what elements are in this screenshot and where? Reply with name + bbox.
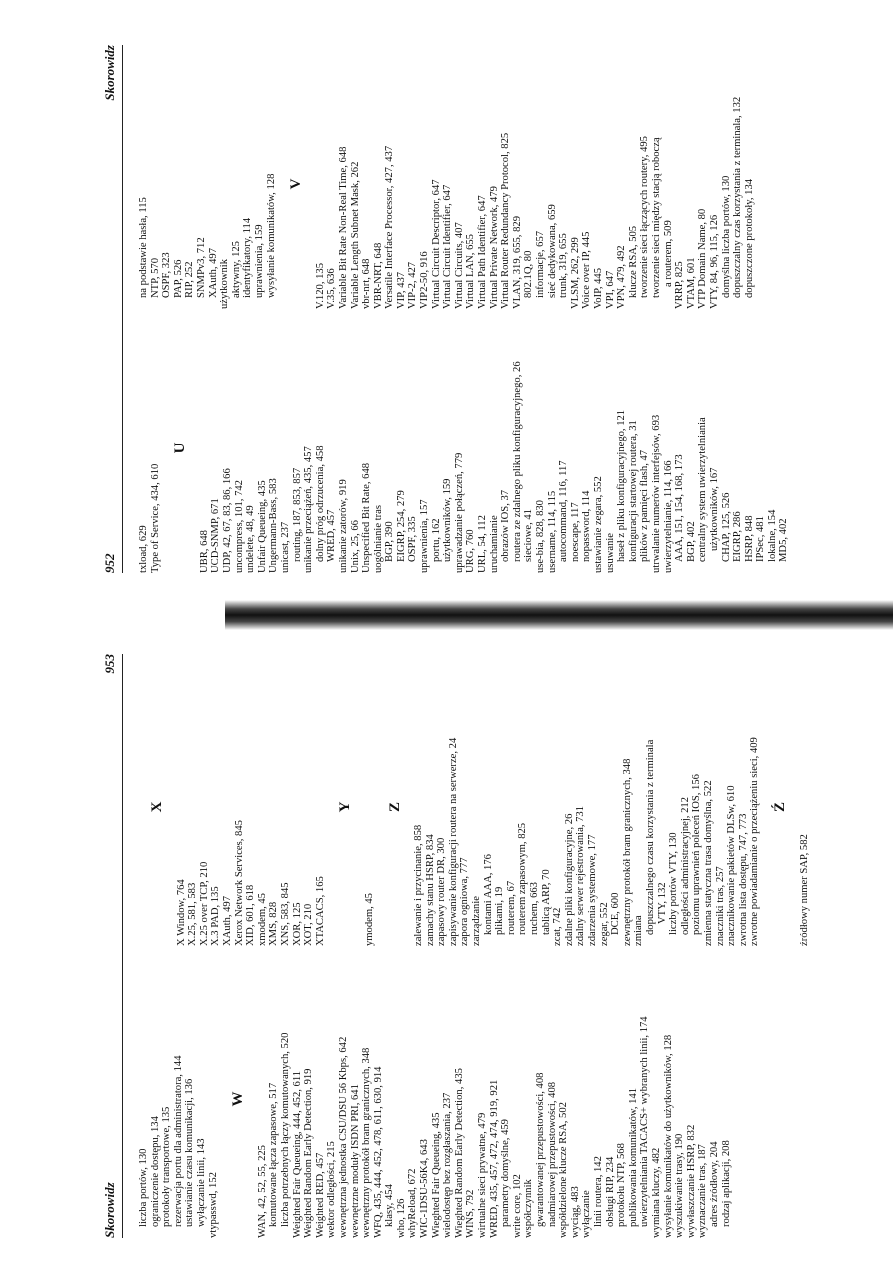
index-subentry: sieć dedykowana, 659	[546, 204, 558, 298]
index-subentry: tablicą ARP, 70	[540, 869, 552, 935]
index-entry: wirtualne sieci prywatne, 479	[477, 1112, 489, 1238]
index-entry: wyłączanie	[581, 1190, 593, 1238]
index-subentry: parametry domyślne, 459	[500, 1119, 512, 1227]
index-entry: zapisywanie konfiguracji routera na serwerze, 24	[447, 737, 459, 946]
index-entry: uwierzytelnianie, 114, 166	[662, 460, 674, 573]
page-953	[60, 632, 890, 1252]
index-entry: wyszukiwanie trasy, 190	[674, 1133, 686, 1238]
index-entry: unicast, 237	[279, 521, 291, 573]
index-entry: unikanie zatorów, 919	[337, 479, 349, 573]
index-entry: uprawadzanie połączeń, 779	[453, 452, 465, 573]
index-entry: V.35, 636	[326, 268, 338, 309]
index-entry: użytkownik	[219, 258, 231, 309]
index-entry: username, 114, 115	[546, 490, 558, 573]
index-subentry: publikowania komunikatów, 141	[627, 1087, 639, 1227]
index-entry: zapora ogniowa, 777	[459, 857, 471, 946]
index-entry: Virtual Circuit Descriptor, 647	[430, 179, 442, 309]
index-subentry: lokalne, 154	[766, 509, 778, 562]
index-columns	[138, 654, 890, 1238]
index-subentry: użytkowników, 167	[708, 467, 720, 551]
index-subentry: plików z pamięci flash, 47	[639, 449, 651, 562]
index-subentry: MD5, 402	[778, 518, 790, 562]
index-entry: zmiana	[633, 915, 645, 946]
section-letter: U	[172, 442, 189, 454]
index-column-left	[138, 946, 890, 1238]
index-entry: VIP2-50, 916	[419, 251, 431, 309]
index-entry: Virtual LAN, 655	[465, 234, 477, 309]
index-subentry: BGP, 402	[685, 521, 697, 562]
index-columns	[138, 45, 890, 573]
index-entry: wywłaszczanie HSRP, 832	[685, 1124, 697, 1238]
index-entry: Wieghted Fair Queueing, 435	[430, 1112, 442, 1238]
index-entry: XOT, 210	[303, 903, 315, 946]
index-entry: who, 126	[395, 1198, 407, 1238]
index-entry: Virtual Circuit Identifier, 647	[442, 184, 454, 309]
index-subentry: DCE, 600	[610, 892, 622, 935]
index-subentry: dopuszczalny czas korzystania z terminala, 132	[732, 96, 744, 298]
running-head: Skorowidz	[102, 45, 117, 101]
page-952-rotated	[60, 35, 890, 595]
index-entry: XMS, 828	[268, 901, 280, 946]
index-subentry: EIGRP, 286	[732, 511, 744, 562]
index-entry: wewnętrzna jednostka CSU/DSU 56 Kbps, 642	[337, 1036, 349, 1238]
index-subentry: a routerem, 509	[662, 220, 674, 287]
index-entry: zewnętrzny protokół bram granicznych, 348	[621, 758, 633, 946]
index-subentry: portu, 162	[430, 518, 442, 562]
index-entry: ustawianie zegara, 552	[592, 476, 604, 573]
index-subentry: dopuszczalnego czasu korzystania z terminala	[644, 739, 656, 935]
index-entry: wyznaczanie tras, 187	[697, 1144, 709, 1238]
index-subentry: liczba portów, 130	[138, 1148, 149, 1227]
page-number: 952	[102, 553, 117, 573]
index-entry: Versatile Interface Processor, 427, 437	[384, 145, 396, 309]
index-entry: Virtual Path Identifier, 647	[477, 195, 489, 309]
page-number: 953	[102, 654, 117, 674]
index-entry: wewnętrzne moduły ISDN PRI, 641	[349, 1084, 361, 1238]
index-subentry: CHAP, 125, 526	[720, 492, 732, 562]
index-subentry: XAuth, 497	[207, 247, 219, 298]
index-entry: zegar, 552	[598, 902, 610, 946]
index-entry: unikanie przeciążeń, 435, 457	[303, 446, 315, 573]
index-subentry: sieciowe, 41	[523, 509, 535, 562]
index-subentry: na podstawie hasła, 115	[138, 197, 149, 298]
header-rule	[122, 45, 123, 573]
index-subentry: EIGRP, 254, 279	[395, 490, 407, 562]
index-entry: use-bia, 828, 830	[535, 500, 546, 573]
index-entry: Ungermann-Bass, 583	[268, 478, 280, 573]
index-subentry: gwarantowanej przepustowości, 408	[535, 1072, 546, 1227]
index-entry: Variable Bit Rate Non-Real Time, 648	[337, 146, 349, 309]
index-subentry: 802.1Q, 80	[523, 250, 535, 298]
index-entry: zmienna statyczna trasa domyślna, 522	[702, 780, 714, 946]
index-entry: Weighted RED, 457	[314, 1152, 326, 1238]
index-subentry: ruchem, 663	[529, 882, 541, 935]
index-entry: wewnętrzny protokół bram granicznych, 348	[361, 1047, 373, 1238]
index-column-left	[138, 309, 890, 573]
index-entry: zdarzenia systemowe, 177	[587, 834, 598, 946]
index-entry: zcat, 742	[552, 907, 564, 946]
index-subentry: rodzaj aplikacji, 208	[720, 1140, 732, 1227]
index-subentry: centralny system uwierzytelniania	[697, 417, 709, 562]
index-subentry: konfiguracji startowej routera, 31	[627, 420, 639, 562]
index-subentry: adres źródłowy, 204	[708, 1141, 720, 1227]
index-subentry: liczby portów VTY, 130	[668, 832, 680, 935]
index-subentry: noescape, 117	[569, 502, 581, 562]
index-subentry: IPSec, 481	[755, 516, 767, 562]
index-subentry: routerem, 67	[505, 880, 517, 935]
index-subentry: kontami AAA, 176	[482, 854, 494, 935]
index-subentry: poziomu uprawnień poleceń IOS, 156	[691, 774, 703, 935]
index-entry: Unfair Queueing, 435	[256, 480, 268, 573]
index-entry: vtypasswd, 152	[207, 1172, 219, 1238]
index-entry: XID, 601, 618	[245, 884, 257, 946]
index-entry: VLAN, 319, 655, 829	[511, 216, 523, 309]
index-entry: VLSM, 262, 299	[569, 237, 581, 309]
index-subentry: trunk, 319, 655	[558, 233, 570, 298]
index-entry: wymiana kluczy, 482	[650, 1147, 662, 1238]
index-entry: źródłowy numer SAP, 582	[798, 834, 810, 946]
index-entry: uprawnienia, 157	[419, 499, 431, 573]
index-column-right	[138, 654, 890, 946]
index-entry: Weighted Random Early Detection, 919	[303, 1068, 315, 1238]
index-entry: zamachy stanu HSRP, 834	[424, 834, 436, 946]
index-subentry: routera ze zdalnego pliku konfiguracyjnego, 26	[511, 361, 523, 562]
index-subentry: protokoły transportowe, 135	[161, 1106, 173, 1227]
index-entry: txload, 629	[138, 525, 149, 573]
index-subentry: wysyłanie komunikatów, 128	[265, 173, 277, 298]
index-entry: XOR, 125	[291, 902, 303, 946]
index-entry: znacznikowanie pakietów DLSw, 610	[726, 785, 738, 946]
index-entry: Voice over IP, 445	[581, 231, 593, 309]
index-entry: WINS, 792	[465, 1189, 477, 1238]
index-entry: V.120, 135	[314, 262, 326, 309]
index-entry: Virtual Router Redundancy Protocol, 825	[500, 132, 512, 309]
section-letter: V	[288, 178, 305, 190]
index-entry: VTY, 84, 96, 115, 126	[708, 214, 720, 309]
index-entry: WAN, 42, 52, 55, 225	[256, 1145, 268, 1238]
index-entry: VTP Domain Name, 80	[697, 208, 709, 309]
index-subentry: informacje, 657	[535, 230, 546, 298]
index-entry: URL, 54, 112	[477, 515, 489, 573]
index-subentry: dolny próg odrzucenia, 458	[314, 445, 326, 562]
index-subentry: RIP, 252	[184, 261, 196, 298]
index-entry: Unspecified Bit Rate, 648	[361, 462, 373, 573]
index-subentry: autocommand, 116, 117	[558, 460, 570, 562]
index-entry: zwrotne powiadamianie o przeciążeniu sieci, 409	[749, 737, 761, 946]
index-entry: Weighted Fair Queueing, 444, 452, 611	[291, 1070, 303, 1238]
section-letter: Z	[386, 802, 403, 813]
index-subentry: routing, 187, 853, 857	[291, 467, 303, 562]
index-subentry: rezerwacja portu dla administratora, 144	[172, 1055, 184, 1227]
index-entry: Xerox Network Services, 845	[233, 820, 245, 946]
index-entry: wielodostęp bez rozgłaszania, 237	[442, 1092, 454, 1238]
index-subentry: dopuszczone protokoły, 134	[743, 178, 755, 298]
index-entry: xmodem, 45	[256, 893, 268, 946]
index-subentry: OSPF, 323	[161, 252, 173, 298]
index-entry: UCD-SNMP, 671	[210, 498, 222, 573]
index-entry: VRRP, 825	[674, 261, 686, 309]
index-subentry: routerem zapasowym, 825	[517, 822, 529, 935]
index-subentry: klucze RSA, 505	[627, 225, 639, 298]
index-entry: undelete, 48, 49	[245, 505, 257, 573]
index-subentry: uprawnienia, 159	[253, 224, 265, 298]
index-subentry: haseł z pliku konfiguracyjnego, 121	[616, 409, 628, 562]
index-subentry: HSRP, 848	[743, 515, 755, 562]
index-entry: wektor odległości, 215	[326, 1141, 338, 1238]
index-entry: zarządzanie	[471, 896, 483, 946]
index-entry: usuwanie	[604, 532, 616, 573]
running-head: Skorowidz	[102, 1182, 117, 1238]
index-subentry: obrazów IOS, 37	[500, 489, 512, 562]
index-subentry: nadmiarowej przepustowości, 408	[546, 1081, 558, 1227]
index-entry: VBR-NRT, 648	[372, 242, 384, 309]
index-subentry: PAP, 526	[172, 259, 184, 298]
index-entry: WIC-1DSU-56K4, 643	[419, 1139, 431, 1238]
index-subentry: domyślna liczba portów, 130	[720, 175, 732, 298]
index-entry: utrwalanie numerów interfejsów, 693	[650, 414, 662, 573]
index-entry: VIP, 437	[395, 271, 407, 309]
index-subentry: komutowane łącza zapasowe, 517	[268, 1082, 280, 1227]
index-subentry: ograniczenie dostępu, 134	[149, 1116, 161, 1227]
index-subentry: protokołu NTP, 568	[616, 1143, 628, 1227]
index-subentry: tworzenie sieci łączących routery, 495	[639, 136, 651, 298]
index-subentry: aktywny, 125	[230, 241, 242, 298]
index-entry: zapasowy router DR, 300	[436, 837, 448, 946]
index-subentry: SNMPv3, 712	[195, 237, 207, 298]
index-entry: zwrotna lista dostępu, 747, 773	[737, 813, 749, 946]
index-entry: X.3 PAD, 135	[210, 886, 222, 946]
index-subentry: wyłączanie linii, 143	[195, 1138, 207, 1227]
index-entry: Type of Service, 434, 610	[149, 463, 161, 573]
index-entry: X.25, 581, 583	[187, 882, 199, 946]
index-subentry: BGP, 390	[384, 521, 396, 562]
index-entry: WFQ, 435, 444, 452, 478, 611, 630, 914	[372, 1066, 384, 1238]
index-entry: ymodem, 45	[363, 893, 375, 946]
index-entry: X Window, 764	[175, 879, 187, 946]
index-entry: Virtual Circuits, 407	[453, 222, 465, 309]
index-entry: Unix, 25, 66	[349, 520, 361, 573]
index-entry: Variable Length Subnet Mask, 262	[349, 161, 361, 309]
index-entry: VPN, 479, 492	[616, 245, 628, 309]
index-subentry: odległości administracyjnej, 212	[679, 797, 691, 935]
index-subentry: obsługi RIP, 234	[604, 1156, 616, 1227]
index-entry: zdalne pliki konfiguracyjne, 26	[563, 813, 575, 946]
index-entry: whyReload, 672	[407, 1168, 419, 1238]
running-header	[102, 654, 118, 1238]
index-entry: wyciąg, 483	[569, 1186, 581, 1238]
index-entry: UBR, 648	[198, 530, 210, 573]
index-subentry: tworzenie sieci między stacją roboczą	[650, 137, 662, 298]
page-fold-shadow	[225, 600, 893, 630]
index-entry: uncompress, 101, 742	[233, 480, 245, 573]
index-entry: UDP, 42, 67, 83, 86, 166	[221, 468, 233, 573]
index-subentry: uwierzytelniania TACACS+ wybranych linii, 174	[639, 1016, 651, 1227]
index-subentry: OSPF, 335	[407, 516, 419, 562]
index-entry: Virtual Private Network, 479	[488, 186, 500, 309]
index-entry: VIP-2, 427	[407, 261, 419, 309]
index-column-right	[138, 45, 890, 309]
index-entry: współdzielone klucze RSA, 502	[558, 1102, 570, 1238]
index-entry: zalewanie i przycinanie, 858	[413, 824, 425, 946]
index-entry: WRED, 435, 457, 472, 474, 919, 921	[488, 1079, 500, 1238]
index-entry: VoIP, 445	[592, 267, 604, 309]
index-entry: vbr-nrt, 648	[361, 258, 373, 309]
index-entry: XNS, 583, 845	[279, 882, 291, 946]
index-subentry: liczba potrzebnych łączy komutowanych, 520	[279, 1032, 291, 1227]
index-subentry: ustawianie czasu komunikacji, 136	[184, 1078, 196, 1227]
running-header	[102, 45, 118, 573]
section-letter: X	[149, 801, 165, 813]
index-entry: VTAM, 601	[685, 257, 697, 309]
index-entry: Wieghted Random Early Detection, 435	[453, 1068, 465, 1238]
index-subentry: użytkowników, 159	[442, 478, 454, 562]
section-letter: Ź	[771, 802, 788, 813]
index-subentry: NTP, 570	[149, 257, 161, 298]
index-subentry: plikami, 19	[494, 886, 506, 935]
index-subentry: nopassword, 114	[581, 490, 593, 562]
index-subentry: identyfikatory, 114	[242, 217, 254, 298]
index-entry: URG, 760	[465, 529, 477, 573]
index-entry: XAuth, 497	[221, 895, 233, 946]
section-letter: Y	[337, 801, 354, 813]
index-entry: XTACACS, 165	[314, 876, 326, 946]
index-subentry: klasy, 454	[384, 1184, 396, 1227]
index-entry: uruchamianie	[488, 515, 500, 573]
index-entry: write core, 102	[511, 1174, 523, 1238]
index-entry: uogólnianie tras	[372, 505, 384, 573]
index-subentry: linii routera, 142	[592, 1156, 604, 1227]
index-entry: zdalny serwer rejestrowania, 731	[575, 805, 587, 946]
header-rule	[122, 654, 123, 1238]
index-subentry: AAA, 151, 154, 168, 173	[674, 454, 686, 562]
index-subentry: WRED, 457	[326, 509, 338, 562]
index-entry: X.25 over TCP, 210	[198, 861, 210, 946]
index-entry: VPI, 647	[604, 270, 616, 309]
index-entry: współczynnik	[523, 1179, 535, 1238]
page-952	[60, 35, 890, 595]
section-letter: W	[230, 1091, 247, 1107]
index-subentry: VTY, 132	[656, 882, 668, 924]
index-entry: wysyłanie komunikatów do użytkowników, 128	[662, 1034, 674, 1238]
page-953-rotated	[60, 632, 890, 1252]
index-entry: znaczniki tras, 257	[714, 866, 726, 946]
